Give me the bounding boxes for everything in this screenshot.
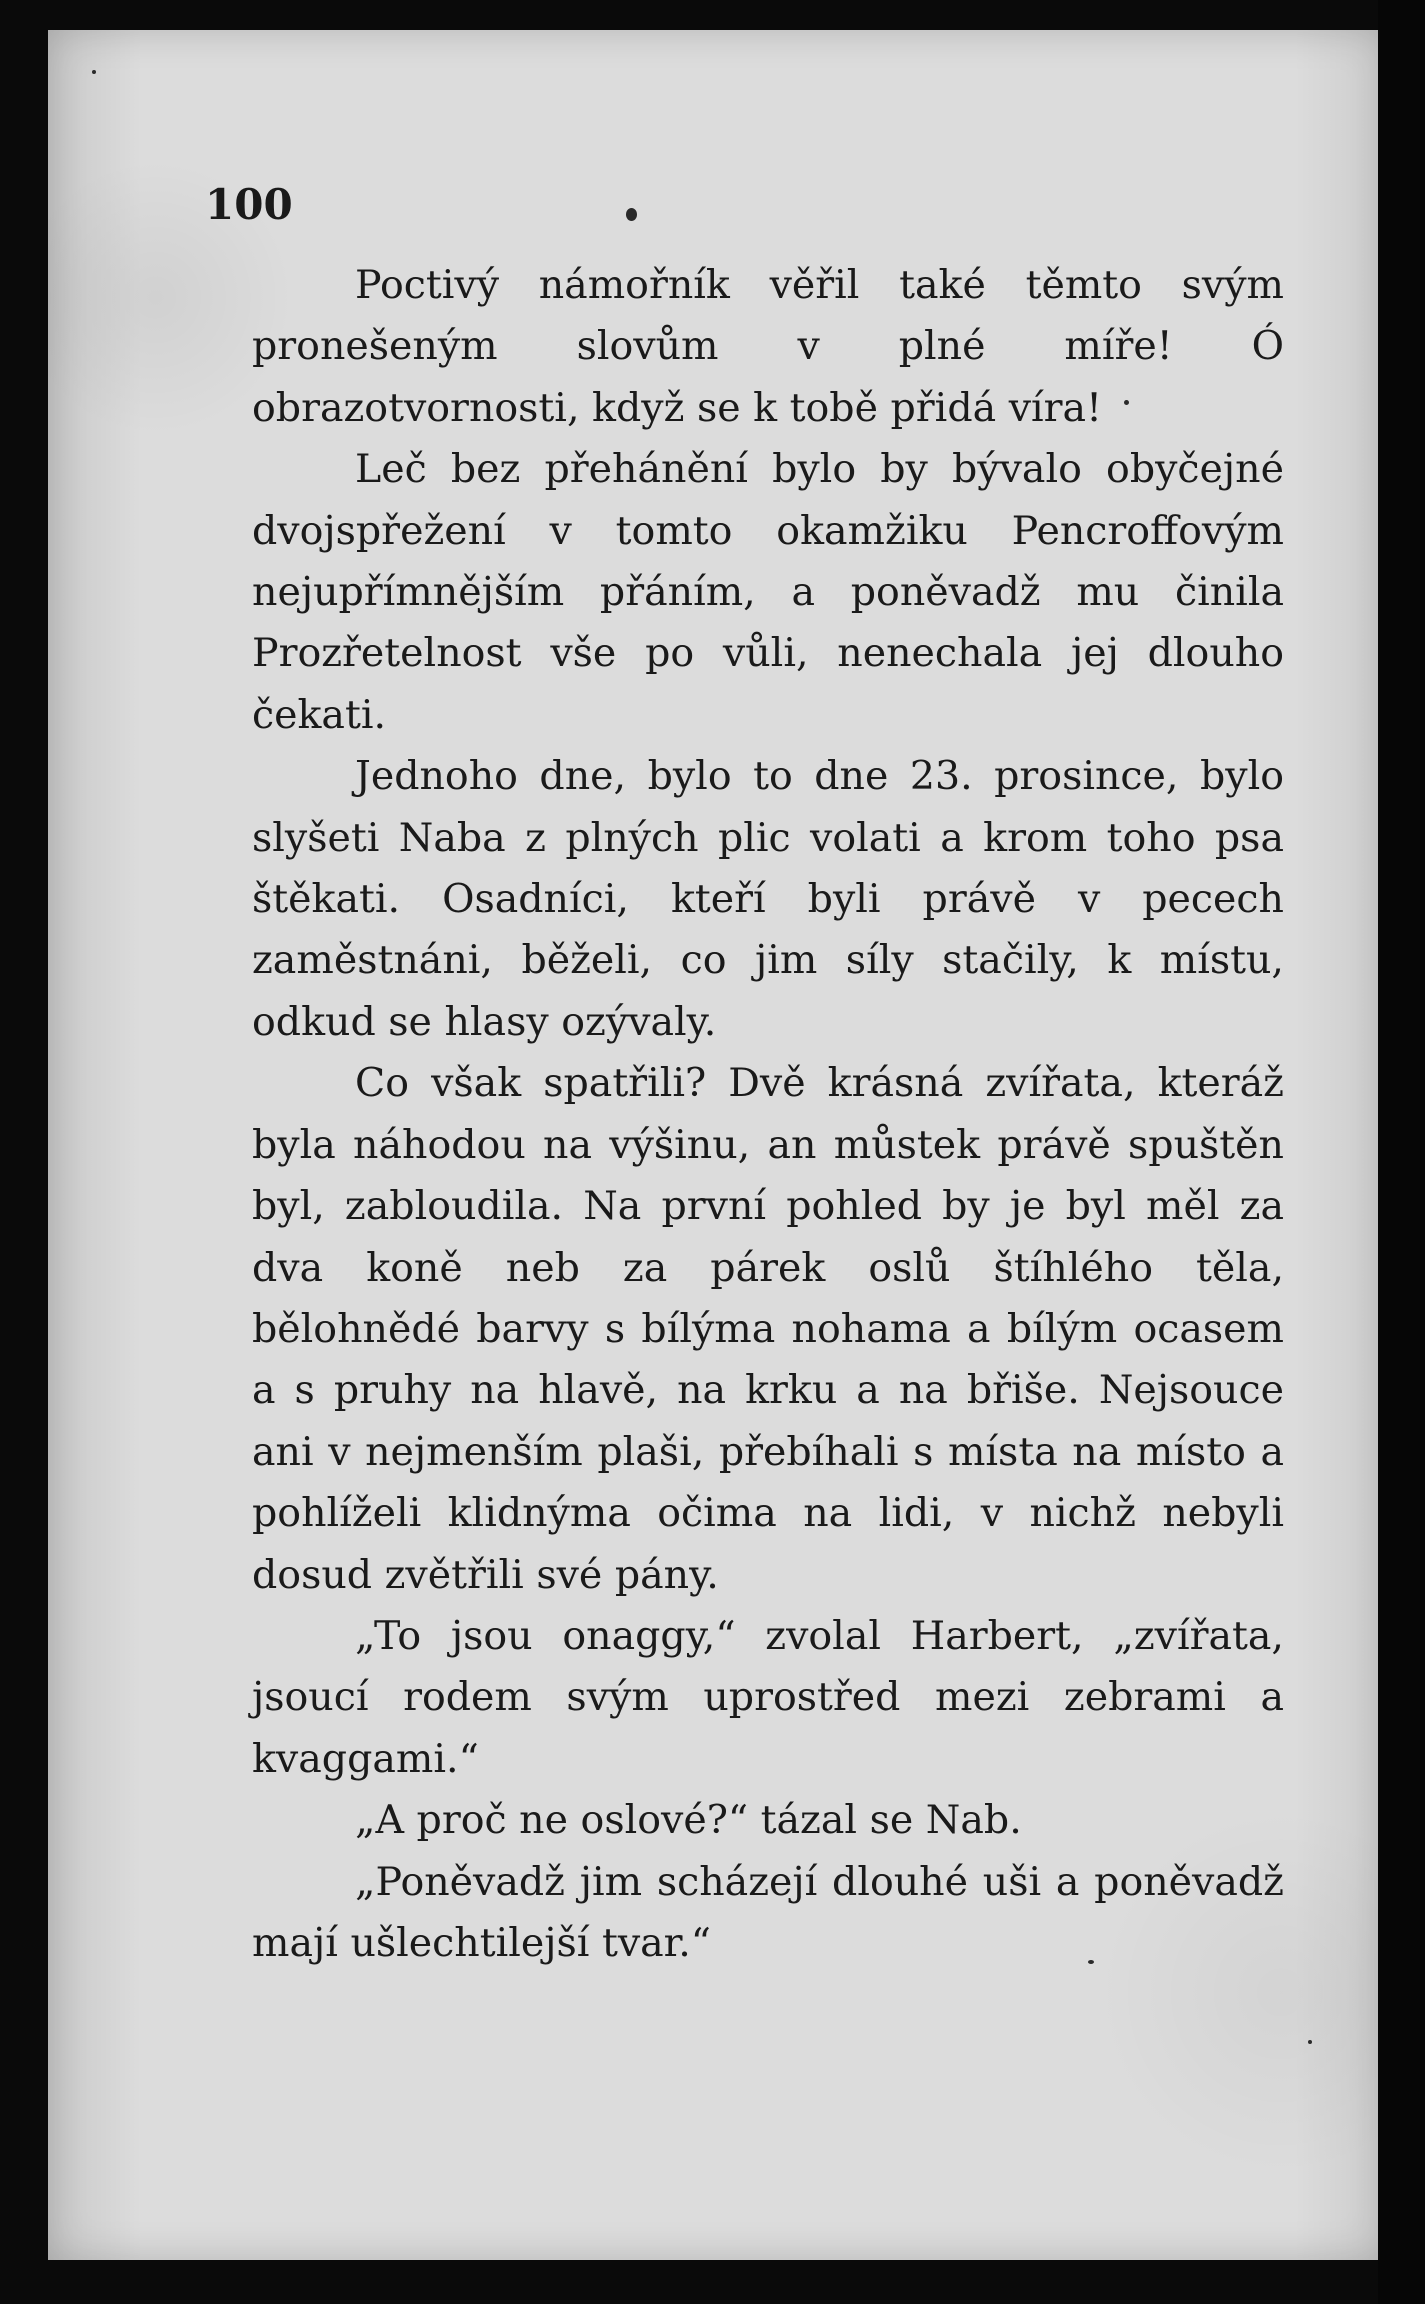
paragraph: „Poněvadž jim scházejí dlouhé uši a poněvadž mají ušlechtilejší tvar.“ (252, 1858, 1284, 1966)
paragraph: „A proč ne oslové?“ tázal se Nab. (355, 1797, 1022, 1844)
ink-speck (626, 208, 637, 221)
ink-speck (1308, 2040, 1312, 2044)
page-edge-shadow (1378, 0, 1425, 2304)
paragraph: Poctivý námořník věřil také těmto svým pronešeným slovům v plné míře! Ó obrazotvornosti, když se k tobě přidá víra! (252, 262, 1284, 431)
paragraph: Leč bez přehánění bylo by bývalo obyčejné dvojspřežení v tomto okamžiku Pencroffovým nejupřímnějším přáním, a poněvadž mu činila Prozřetelnost vše po vůli, nenechala jej dlouho čekati. (252, 446, 1284, 738)
body-text (252, 255, 1284, 1974)
paragraph: Co však spatřili? Dvě krásná zvířata, kteráž byla náhodou na výšinu, an můstek právě spuštěn byl, zabloudila. Na první pohled by je byl měl za dva koně neb za párek oslů štíhlého těla, bělohnědé barvy s bílýma nohama a bílým ocasem a s pruhy na hlavě, na krku a na břiše. Nejsouce ani v nejmenším plaši, přebíhali s místa na místo a pohlíželi klidnýma očima na lidi, v nichž nebyli dosud zvětřili své pány. (252, 1060, 1284, 1598)
page-number: 100 (205, 180, 293, 229)
paragraph: „To jsou onaggy,“ zvolal Harbert, „zvířata, jsoucí rodem svým uprostřed mezi zebrami a kvaggami.“ (252, 1612, 1284, 1782)
paragraph: Jednoho dne, bylo to dne 23. prosince, bylo slyšeti Naba z plných plic volati a krom toho psa štěkati. Osadníci, kteří byli právě v pecech zaměstnáni, běželi, co jim síly stačily, k místu, odkud se hlasy ozývaly. (252, 753, 1284, 1045)
ink-speck (92, 70, 96, 74)
